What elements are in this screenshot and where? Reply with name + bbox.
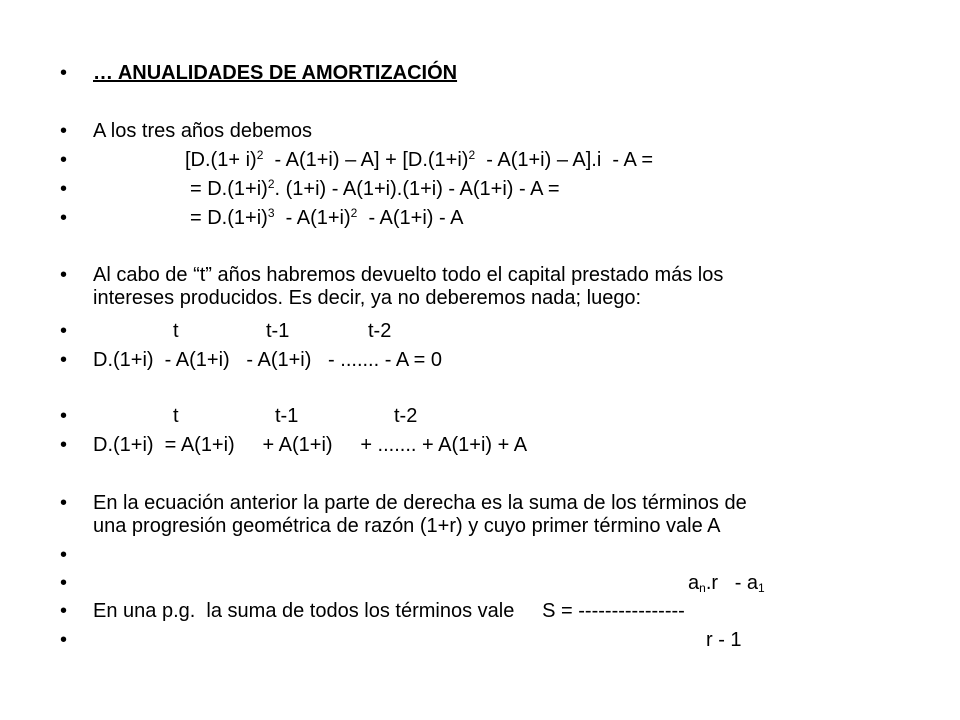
bullet: • — [60, 120, 68, 142]
exponent-t-2: t-2 — [368, 320, 392, 342]
formula-statement: En una p.g. la suma de todos los términos vale S = ---------------- — [93, 600, 685, 622]
exponent-t-1: t-1 — [275, 405, 299, 427]
subscript: n — [699, 581, 706, 595]
bullet: • — [60, 207, 68, 229]
bullet: • — [60, 492, 68, 514]
exponent: 2 — [256, 148, 264, 162]
paragraph-text: Al cabo de “t” años habremos devuelto todo el capital prestado más los — [93, 264, 724, 286]
paragraph-text: A los tres años debemos — [93, 120, 313, 142]
bullet: • — [60, 629, 68, 651]
exponent-t: t — [173, 320, 179, 342]
equation-text: D.(1+i) = A(1+i) + A(1+i) + ....... + A(1+i) + A — [93, 434, 528, 456]
exponent: 2 — [267, 177, 275, 191]
exponent-t-1: t-1 — [266, 320, 290, 342]
exponent: 3 — [267, 206, 275, 220]
equation-text: = $D.(1+i)^3 - A(1+i)^2 - A(1+i) - A$ — [190, 206, 464, 229]
subscript: 1 — [758, 581, 765, 595]
equation-text: D.(1+i) - A(1+i) - A(1+i) - ....... - A = 0 — [93, 349, 442, 371]
bullet: • — [60, 600, 68, 622]
bullet: • — [60, 434, 68, 456]
bullet: • — [60, 405, 68, 427]
bullet: • — [60, 544, 68, 566]
paragraph-text: intereses producidos. Es decir, ya no deberemos nada; luego: — [93, 287, 642, 309]
paragraph-text: En la ecuación anterior la parte de derecha es la suma de los términos de — [93, 492, 747, 514]
formula-numerator: $a_n.r - a_1$ — [688, 572, 765, 595]
equation-text: $[D.(1+ i)^2 - A(1+i) - A] + [D.(1+i)^2 - A(1+i) - A].i - A$ = — [185, 148, 654, 171]
paragraph-text: una progresión geométrica de razón (1+r) y cuyo primer término vale A — [93, 515, 721, 537]
bullet: • — [60, 62, 68, 84]
exponent: 2 — [468, 148, 476, 162]
exponent-t-2: t-2 — [394, 405, 418, 427]
bullet: • — [60, 178, 68, 200]
bullet: • — [60, 572, 68, 594]
bullet: • — [60, 264, 68, 286]
exponent-t: t — [173, 405, 179, 427]
exponent: 2 — [350, 206, 358, 220]
bullet: • — [60, 149, 68, 171]
bullet: • — [60, 320, 68, 342]
bullet: • — [60, 349, 68, 371]
formula-denominator: r - 1 — [706, 629, 742, 651]
equation-text: = $D.(1+i)^2$. (1+i) - A(1+i).(1+i) - A(1+i) - A = — [190, 177, 560, 200]
slide-title: … ANUALIDADES DE AMORTIZACIÓN — [93, 62, 458, 84]
